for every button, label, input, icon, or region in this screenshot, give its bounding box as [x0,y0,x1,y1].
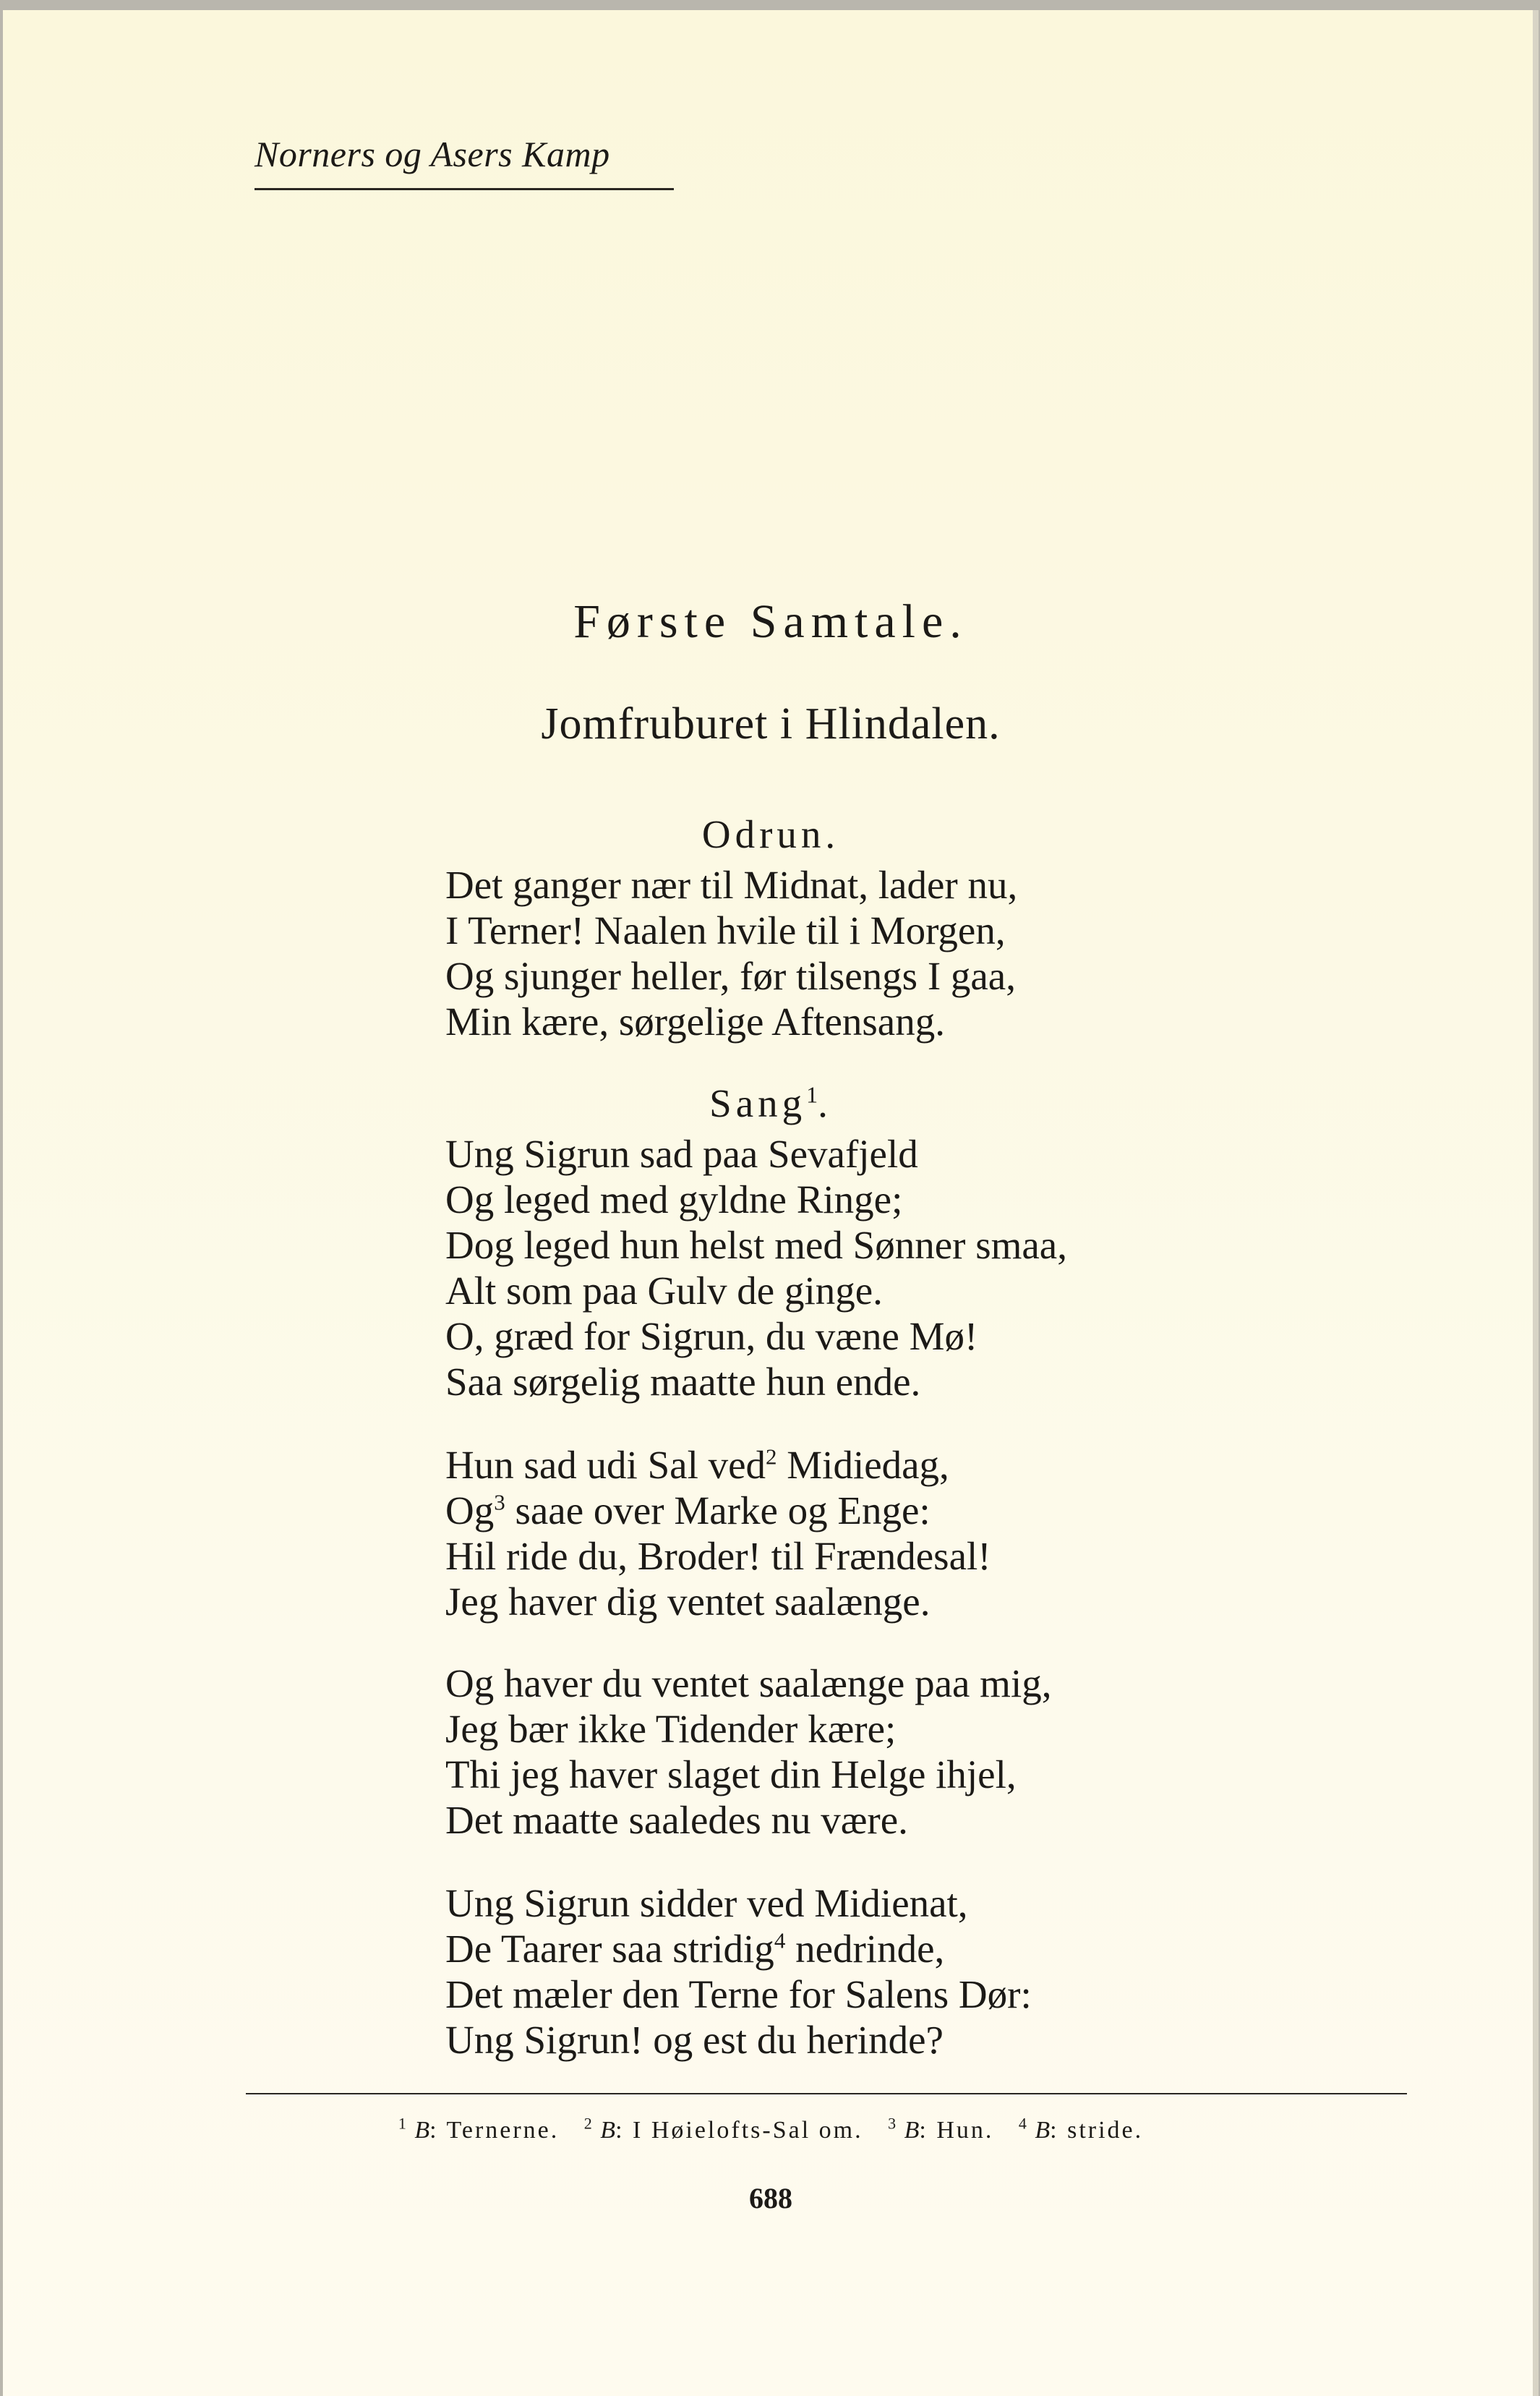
verse-line: De Taarer saa stridig$^4$ nedrinde, [445,1927,945,1971]
verse-line: Min kære, sørgelige Aftensang. [445,999,945,1044]
verse-line: Ung Sigrun! og est du herinde? [445,2018,944,2062]
footnote-marker: 2 [766,1444,777,1470]
footnote-marker: 3 [494,1489,505,1515]
song-title [3,1080,1539,1126]
verse-line: Alt som paa Gulv de ginge. [445,1269,883,1313]
section-heading: Første Samtale. [573,595,968,648]
verse-line: Ung Sigrun sad paa Sevafjeld [445,1132,918,1176]
song-title-period: . [818,1081,832,1125]
verse-line: I Terner! Naalen hvile til i Morgen, [445,908,1006,952]
verse-line: Og haver du ventet saalænge paa mig, [445,1661,1052,1705]
footnote: $^2$ B: I Høielofts-Sal om. [583,2115,863,2144]
verse-line: Det ganger nær til Midnat, lader nu, [445,863,1018,907]
verse-line: Hil ride du, Broder! til Frændesal! [445,1534,991,1578]
verse-line: O, græd for Sigrun, du væne Mø! [445,1314,978,1358]
song-stanza-4 [445,1880,1032,2063]
verse-line: Thi jeg haver slaget din Helge ihjel, [445,1752,1017,1796]
verse-line: Ung Sigrun sidder ved Midienat, [445,1881,968,1925]
song-stanza-3 [445,1660,1051,1843]
verse-line: Jeg haver dig ventet saalænge. [445,1579,931,1624]
footnote: $^4$ B: stride. [1018,2115,1144,2144]
verse-line: Og leged med gyldne Ringe; [445,1177,903,1222]
running-head: Norners og Asers Kamp [254,134,610,174]
footnote: $^1$ B: Ternerne. [398,2115,560,2144]
speech-stanza [445,862,1017,1044]
verse-line: Jeg bær ikke Tidender kære; [445,1707,897,1751]
running-head-underline [254,188,674,190]
page-number: 688 [749,2182,792,2214]
verse-line: Hun sad udi Sal ved$^2$ Midiedag, [445,1443,949,1487]
section-subheading: Jomfruburet i Hlindalen. [541,699,1001,749]
page-edge [1533,10,1539,2396]
song-stanza-2 [445,1442,991,1624]
song-title-text: Sang [709,1081,807,1125]
verse-line: Det maatte saaledes nu være. [445,1798,908,1842]
footnote-rule [246,2093,1407,2094]
verse-line: Saa sørgelig maatte hun ende. [445,1360,921,1404]
footnote: $^3$ B: Hun. [888,2115,994,2144]
verse-line: Og sjunger heller, før tilsengs I gaa, [445,954,1016,998]
song-stanza-1 [445,1131,1067,1404]
footnote-marker: 4 [774,1927,786,1953]
footnote-marker: 1 [806,1081,818,1108]
verse-line: Det mæler den Terne for Salens Dør: [445,1972,1032,2016]
book-page [3,10,1539,2396]
verse-line: Dog leged hun helst med Sønner smaa, [445,1223,1067,1267]
footnotes [3,2115,1539,2144]
verse-line: Og$^3$ saae over Marke og Enge: [445,1488,931,1532]
speaker-name: Odrun. [701,812,840,856]
